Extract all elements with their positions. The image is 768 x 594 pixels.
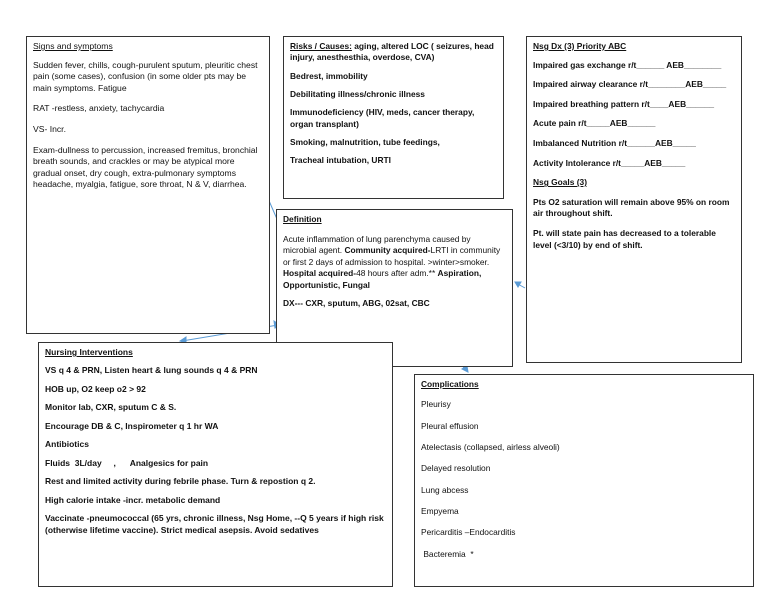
nursing-item: VS q 4 & PRN, Listen heart & lung sounds q 4 & PRN [45, 365, 258, 376]
risks-item: Immunodeficiency (HIV, meds, cancer therapy, organ transplant) [290, 107, 475, 129]
risks-first-item [290, 41, 497, 64]
signs-item: Sudden fever, chills, cough-purulent sputum, pleuritic chest pain (some cases), confusion (in some older pts may be main symptoms. Fatigue [33, 59, 258, 93]
definition-text: Acute inflammation of lung parenchyma caused by microbial agent. [283, 233, 471, 256]
complication-item: Empyema [421, 506, 459, 517]
nsg-title: Nsg Dx (3) Priority ABC [533, 41, 627, 51]
nursing-item: High calorie intake -incr. metabolic demand [45, 494, 221, 505]
nsg-diagnosis-item: Impaired gas exchange r/t______ AEB________ [533, 59, 722, 70]
definition-title: Definition [283, 214, 322, 224]
nursing-interventions-box [38, 342, 393, 587]
complication-item: Pleural effusion [421, 420, 479, 431]
nsg-goals-title: Nsg Goals (3) [533, 177, 587, 188]
nsg-goal-item: Pt. will state pain has decreased to a tolerable level (<3/10) by end of shift. [533, 227, 716, 250]
risks-item: Bedrest, immobility [290, 70, 368, 81]
connector-arrowhead [515, 282, 521, 287]
complication-item: Delayed resolution [421, 463, 491, 474]
nursing-item: Antibiotics [45, 439, 89, 450]
pneumonia-types: Aspiration, Opportunistic, Fungal [283, 268, 482, 290]
complication-item: Lung abcess [421, 484, 469, 495]
risks-title: Risks / Causes: [290, 41, 352, 51]
complications-title: Complications [421, 379, 479, 389]
nursing-item: Monitor lab, CXR, sputum C & S. [45, 402, 177, 413]
nursing-diagnosis-box [526, 36, 742, 363]
nursing-item: Vaccinate -pneumococcal (65 yrs, chronic illness, Nsg Home, --Q 5 years if high risk (otherwise lifetime vaccine). Strict medical asepsis. Avoid sedatives [45, 513, 384, 535]
nursing-item: HOB up, O2 keep o2 > 92 [45, 383, 146, 394]
nsg-diagnosis-item: Imbalanced Nutrition r/t______AEB_____ [533, 137, 696, 148]
nsg-diagnosis-item: Impaired breathing pattern r/t____AEB______ [533, 98, 715, 109]
risks-item: Tracheal intubation, URTI [290, 155, 391, 166]
community-acquired-text: LRTI in community or first 2 days of admission to hospital. >winter>smoker. [283, 245, 501, 267]
risks-item: Smoking, malnutrition, tube feedings, [290, 137, 440, 148]
nsg-goal-item: Pts O2 saturation will remain above 95% on room air throughout shift. [533, 196, 730, 219]
signs-item: Exam-dullness to percussion, increased fremitus, bronchial breath sounds, and crackles or may be atypical more gradual onset, dry cough, extra-pulmonary symptoms headache, myalgia, fatigue, sore throat, N & V, diarrhea. [33, 144, 258, 190]
complication-item: Bacteremia * [421, 548, 474, 559]
risks-causes-box [283, 36, 504, 199]
nursing-item: Rest and limited activity during febrile phase. Turn & repostion q 2. [45, 476, 316, 487]
nursing-item: Fluids 3L/day , Analgesics for pain [45, 457, 209, 468]
complication-item: Pericarditis –Endocarditis [421, 527, 516, 538]
complication-item: Atelectasis (collapsed, airless alveoli) [421, 442, 560, 453]
hospital-acquired-label: Hospital acquired- [283, 268, 357, 279]
nursing-title: Nursing Interventions [45, 347, 133, 357]
community-acquired-label: Community acquired- [344, 245, 431, 256]
hospital-acquired-text: 48 hours after adm.** [356, 268, 436, 279]
definition-paragraph [283, 234, 506, 292]
risks-item: Debilitating illness/chronic illness [290, 89, 425, 100]
risks-item: aging, altered LOC ( seizures, head injury, anesthesthia, overdose, CVA) [290, 41, 494, 63]
nsg-diagnosis-item: Acute pain r/t_____AEB______ [533, 118, 656, 129]
nursing-item: Encourage DB & C, Inspirometer q 1 hr WA [45, 420, 219, 431]
signs-title: Signs and symptoms [33, 41, 113, 51]
signs-item: RAT -restless, anxiety, tachycardia [33, 103, 165, 114]
nsg-diagnosis-item: Impaired airway clearance r/t________AEB_____ [533, 79, 727, 90]
diagnostics-line: DX--- CXR, sputum, ABG, 02sat, CBC [283, 297, 430, 308]
complications-box [414, 374, 754, 587]
signs-and-symptoms-box [26, 36, 270, 334]
signs-item: VS- Incr. [33, 123, 66, 134]
complication-item: Pleurisy [421, 399, 451, 410]
nsg-diagnosis-item: Activity Intolerance r/t_____AEB_____ [533, 157, 686, 168]
